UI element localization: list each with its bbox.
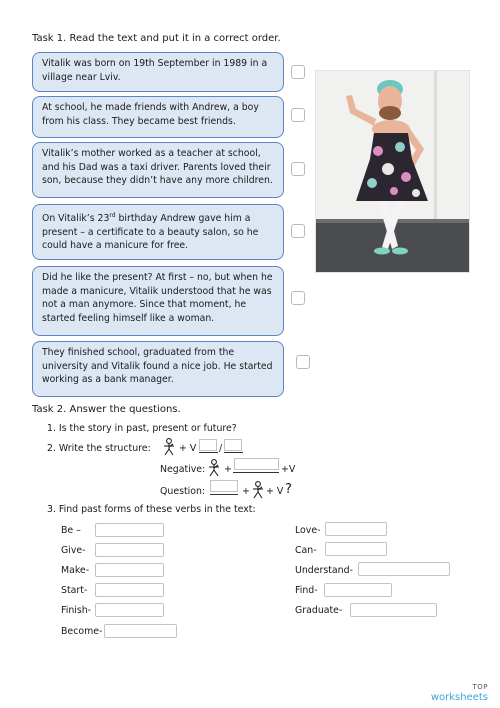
answer-input-finish[interactable] [95, 603, 164, 617]
answer-input-become[interactable] [104, 624, 177, 638]
question-3: 3. Find past forms of these verbs in the text: [47, 504, 256, 515]
story-card-6-text: They finished school, graduated from the university and Vitalik found a nice job. He started working as a bank manager. [42, 347, 273, 385]
question-1: 1. Is the story in past, present or future? [47, 423, 237, 434]
question-plus: + [242, 486, 250, 497]
logo-top-text: TOP [472, 683, 488, 691]
verb-label-make: Make- [61, 565, 90, 576]
story-card-5-text: Did he like the present? At first – no, but when he made a manicure, Vitalik understood that he was not a man anymore. Since that moment, he started feeling himself like a woman. [42, 272, 273, 324]
negative-plus: + [224, 464, 232, 475]
verb-label-graduate: Graduate- [295, 605, 343, 616]
story-photo [315, 70, 470, 273]
question-2: 2. Write the structure: [47, 443, 151, 454]
answer-input-give[interactable] [95, 543, 164, 557]
answer-input-love[interactable] [325, 522, 387, 536]
order-checkbox-1[interactable] [291, 65, 305, 79]
verb-label-understand: Understand- [295, 565, 353, 576]
answer-input-can[interactable] [325, 542, 387, 556]
story-card-2 [32, 96, 284, 138]
verb-label-become: Become- [61, 626, 103, 637]
verb-label-start: Start- [61, 585, 88, 596]
task2-title: Task 2. Answer the questions. [32, 404, 181, 415]
person-icon [251, 481, 265, 502]
story-card-3-text: Vitalik’s mother worked as a teacher at school, and his Dad was a taxi driver. Parents loved their son, because they didn’t have any more children. [42, 148, 273, 186]
story-card-2-text: At school, he made friends with Andrew, a boy from his class. They became best friends. [42, 102, 259, 127]
answer-input-make[interactable] [95, 563, 164, 577]
negative-auxiliary-blank[interactable] [233, 458, 279, 473]
verb-label-give: Give- [61, 545, 86, 556]
logo-worksheets-text: worksheets [430, 692, 488, 703]
story-card-6 [32, 341, 284, 397]
person-icon [207, 459, 221, 480]
story-card-3 [32, 142, 284, 198]
question-auxiliary-blank[interactable] [210, 480, 238, 495]
verb-label-find: Find- [295, 585, 318, 596]
question-mark: ? [285, 482, 292, 497]
verb-ending-blank-1[interactable] [199, 439, 218, 453]
answer-input-start[interactable] [95, 583, 164, 597]
negative-label: Negative: [160, 464, 206, 475]
story-card-1-text: Vitalik was born on 19th September in 1989 in a village near Lviv. [42, 58, 268, 83]
story-card-4-text: On Vitalik’s 23rd birthday Andrew gave him a present – a certificate to a beauty salon, so he could have a manicure for free. [42, 212, 259, 252]
story-card-4 [32, 204, 284, 260]
structure-slash: / [219, 443, 223, 454]
answer-input-be[interactable] [95, 523, 164, 537]
story-card-5 [32, 266, 284, 336]
verb-label-be: Be – [61, 525, 81, 536]
person-photo-illustration [316, 71, 470, 273]
story-card-1 [32, 52, 284, 92]
question-plus-v: + V [266, 486, 284, 497]
structure-plus-v: + V [179, 443, 197, 454]
order-checkbox-6[interactable] [296, 355, 310, 369]
answer-input-understand[interactable] [358, 562, 450, 576]
verb-ending-blank-2[interactable] [224, 439, 243, 453]
verb-label-finish: Finish- [61, 605, 92, 616]
answer-input-graduate[interactable] [350, 603, 437, 617]
person-icon [162, 438, 176, 459]
task1-title: Task 1. Read the text and put it in a correct order. [32, 33, 281, 44]
order-checkbox-2[interactable] [291, 108, 305, 122]
verb-label-love: Love- [295, 525, 321, 536]
verb-label-can: Can- [295, 545, 317, 556]
question-label: Question: [160, 486, 206, 497]
order-checkbox-5[interactable] [291, 291, 305, 305]
answer-input-find[interactable] [324, 583, 392, 597]
order-checkbox-3[interactable] [291, 162, 305, 176]
order-checkbox-4[interactable] [291, 224, 305, 238]
negative-plus-v: +V [281, 464, 296, 475]
